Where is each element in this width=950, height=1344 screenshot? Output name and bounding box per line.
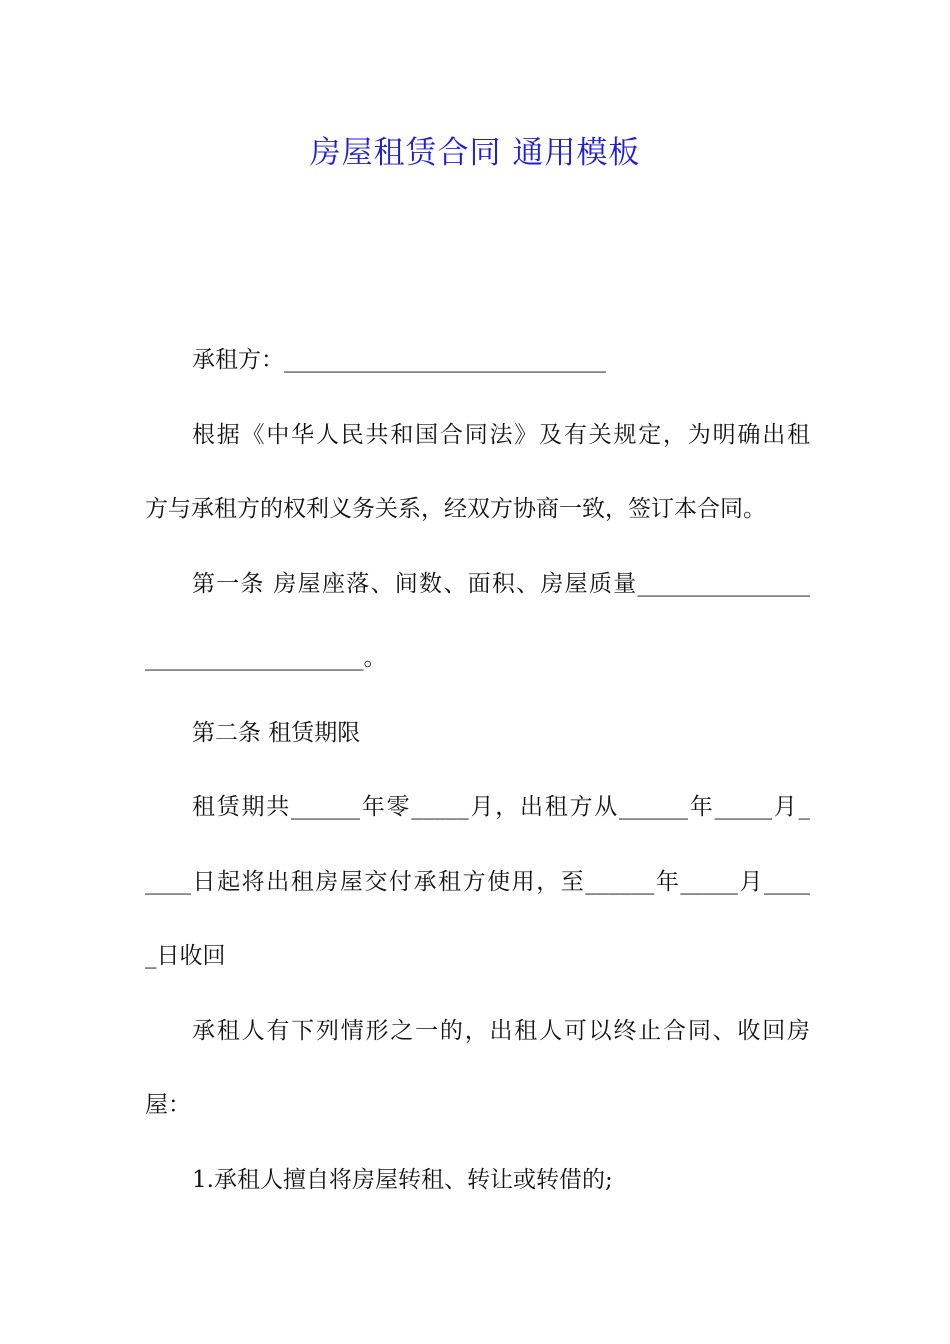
lease-term-line-3: _日收回 [145,943,226,969]
termination-item-1: 1.承租人擅自将房屋转租、转让或转借的; [192,1167,613,1193]
article-1-line-1: 第一条 房屋座落、间数、面积、房屋质量_______________ [192,571,810,597]
lease-term-line-2: ____日起将出租房屋交付承租方使用，至______年_____月____ [145,869,810,895]
document-title: 房屋租赁合同 通用模板 [309,135,641,171]
termination-line-1: 承租人有下列情形之一的，出租人可以终止合同、收回房 [192,1018,810,1044]
article-2-heading: 第二条 租赁期限 [192,720,361,746]
intro-paragraph-line-2: 方与承租方的权利义务关系，经双方协商一致，签订本合同。 [145,496,766,522]
article-1-line-2: ___________________。 [145,645,387,671]
termination-line-2: 屋： [145,1092,191,1118]
lease-term-line-1: 租赁期共______年零_____月，出租方从______年_____月_ [192,794,810,820]
intro-paragraph-line-1: 根据《中华人民共和国合同法》及有关规定，为明确出租 [192,422,810,448]
lessee-line: 承租方：____________________________ [192,347,606,373]
